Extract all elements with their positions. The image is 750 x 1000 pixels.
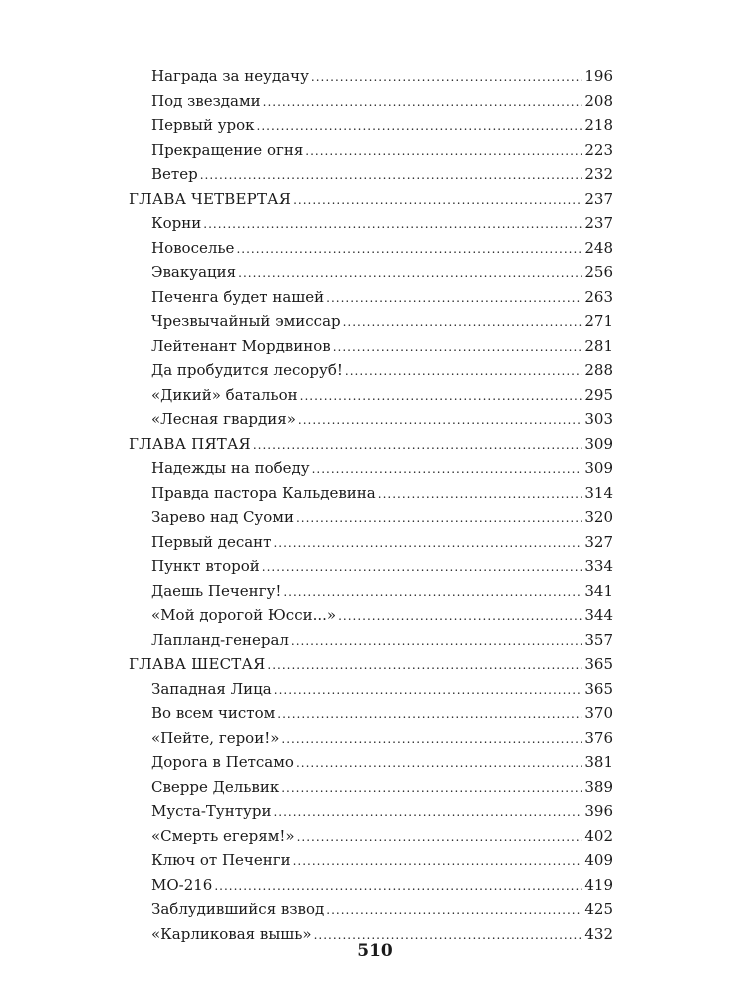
toc-entry-title: Прекращение огня [151,140,304,159]
toc-entry [129,726,613,751]
toc-entry-title: Правда пастора Кальдевина [151,483,376,502]
dot-leader [281,727,582,751]
toc-entry-page: 370 [584,704,613,722]
toc-chapter-heading [129,652,613,677]
dot-leader [300,384,583,408]
dot-leader [263,90,583,114]
toc-entry [129,358,613,383]
dot-leader [236,237,582,261]
dot-leader [293,188,582,212]
toc-entry [129,848,613,873]
toc-entry-title: ГЛАВА ПЯТАЯ [129,434,251,453]
toc-entry-title: Дорога в Петсамо [151,753,294,771]
dot-leader [333,335,583,359]
toc-entry-title: Во всем чистом [151,704,276,722]
toc-entry-title: Ключ от Печенги [151,851,291,869]
toc-entry-page: 303 [584,410,613,428]
toc-entry-title: «Пейте, герои!» [151,728,280,747]
toc-entry-page: 389 [584,777,613,796]
dot-leader [296,751,582,775]
toc-entry-page: 237 [584,189,613,208]
toc-entry-title: Чрезвычайный эмиссар [151,312,341,330]
toc-entry-title: Да пробудится лесоруб! [151,361,343,379]
dot-leader [214,874,582,898]
toc-entry-title: МО-216 [151,875,213,894]
toc-entry-page: 365 [584,655,613,673]
dot-leader [203,212,582,236]
dot-leader [298,408,582,432]
toc-entry-page: 409 [584,851,613,869]
toc-entry-page: 334 [584,557,613,575]
toc-entry-title: «Дикий» батальон [151,385,298,404]
toc-entry [129,334,613,359]
toc-entry-title: Корни [151,214,202,232]
toc-entry-title: Новоселье [151,238,235,257]
dot-leader [273,531,582,555]
toc-entry-page: 344 [584,606,613,624]
toc-entry-page: 271 [584,312,613,330]
toc-entry [129,799,613,824]
toc-entry-page: 208 [584,91,613,110]
toc-entry-page: 376 [584,728,613,747]
toc-entry-title: Эвакуация [151,263,237,281]
toc-entry-title: Награда за неудачу [151,67,309,85]
dot-leader [274,678,583,702]
table-of-contents [129,64,613,946]
dot-leader [297,825,583,849]
dot-leader [326,898,582,922]
toc-entry-title: Первый десант [151,532,272,551]
toc-entry-page: 425 [584,900,613,918]
dot-leader [262,555,583,579]
toc-entry-page: 237 [584,214,613,232]
dot-leader [296,506,582,530]
toc-entry-title: Сверре Дельвик [151,777,280,796]
toc-entry-page: 281 [584,336,613,355]
toc-entry [129,456,613,481]
toc-entry [129,897,613,922]
toc-entry [129,113,613,138]
toc-entry-page: 402 [584,826,613,845]
toc-entry-page: 381 [584,753,613,771]
toc-entry [129,554,613,579]
toc-entry-page: 320 [584,508,613,526]
toc-entry-title: Заблудившийся взвод [151,900,325,918]
dot-leader [281,776,582,800]
toc-entry [129,677,613,702]
toc-entry-page: 341 [584,581,613,600]
toc-entry [129,64,613,89]
toc-chapter-heading [129,432,613,457]
toc-entry [129,530,613,555]
toc-entry-title: ГЛАВА ЧЕТВЕРТАЯ [129,189,292,208]
toc-entry [129,505,613,530]
toc-entry [129,873,613,898]
toc-entry-title: Зарево над Суоми [151,508,294,526]
toc-entry-page: 327 [584,532,613,551]
toc-entry-page: 396 [584,802,613,820]
dot-leader [200,163,583,187]
toc-entry [129,579,613,604]
dot-leader [277,702,582,726]
dot-leader [343,310,583,334]
toc-entry [129,162,613,187]
toc-entry-page: 196 [584,67,613,85]
toc-entry-title: Первый урок [151,116,255,134]
toc-entry [129,481,613,506]
toc-entry-title: «Лесная гвардия» [151,410,296,428]
dot-leader [293,849,583,873]
dot-leader [338,604,582,628]
toc-entry-page: 263 [584,287,613,306]
toc-entry-title: «Мой дорогой Юсси...» [151,606,337,624]
toc-entry-title: Муста-Тунтури [151,802,272,820]
toc-entry-page: 419 [584,875,613,894]
dot-leader [378,482,583,506]
toc-entry-page: 232 [584,165,613,183]
dot-leader [291,629,582,653]
toc-entry-page: 223 [584,140,613,159]
toc-entry-page: 218 [584,116,613,134]
toc-entry-page: 365 [584,679,613,698]
toc-entry-page: 256 [584,263,613,281]
toc-entry-page: 432 [584,924,613,943]
toc-entry-page: 309 [584,459,613,477]
toc-entry [129,628,613,653]
toc-entry [129,236,613,261]
toc-entry [129,211,613,236]
toc-entry-page: 357 [584,630,613,649]
dot-leader [267,653,582,677]
toc-entry [129,603,613,628]
dot-leader [283,580,582,604]
toc-entry [129,89,613,114]
toc-entry-title: Пункт второй [151,557,260,575]
toc-entry [129,701,613,726]
toc-entry-page: 309 [584,434,613,453]
dot-leader [273,800,582,824]
dot-leader [311,65,582,89]
page-number: 510 [357,941,393,961]
toc-entry-title: ГЛАВА ШЕСТАЯ [129,655,266,673]
dot-leader [253,433,583,457]
dot-leader [305,139,582,163]
toc-entry [129,285,613,310]
toc-entry [129,309,613,334]
dot-leader [345,359,582,383]
toc-entry-title: Надежды на победу [151,459,310,477]
toc-entry-title: Даешь Печенгу! [151,581,282,600]
toc-entry [129,383,613,408]
toc-entry-title: Под звездами [151,91,261,110]
toc-entry-title: Западная Лица [151,679,272,698]
toc-entry [129,775,613,800]
toc-entry-title: «Карликовая вышь» [151,924,312,943]
toc-chapter-heading [129,187,613,212]
toc-entry [129,824,613,849]
dot-leader [238,261,582,285]
toc-entry-page: 295 [584,385,613,404]
toc-entry-title: Ветер [151,165,198,183]
toc-entry-title: Лейтенант Мордвинов [151,336,331,355]
toc-entry-title: Лапланд-генерал [151,630,289,649]
toc-entry-title: «Смерть егерям!» [151,826,295,845]
toc-entry-page: 314 [584,483,613,502]
toc-entry-page: 248 [584,238,613,257]
toc-entry-title: Печенга будет нашей [151,287,325,306]
toc-entry-page: 288 [584,361,613,379]
toc-entry [129,750,613,775]
toc-entry [129,407,613,432]
dot-leader [312,457,583,481]
dot-leader [326,286,582,310]
toc-entry [129,260,613,285]
toc-entry [129,138,613,163]
dot-leader [257,114,583,138]
